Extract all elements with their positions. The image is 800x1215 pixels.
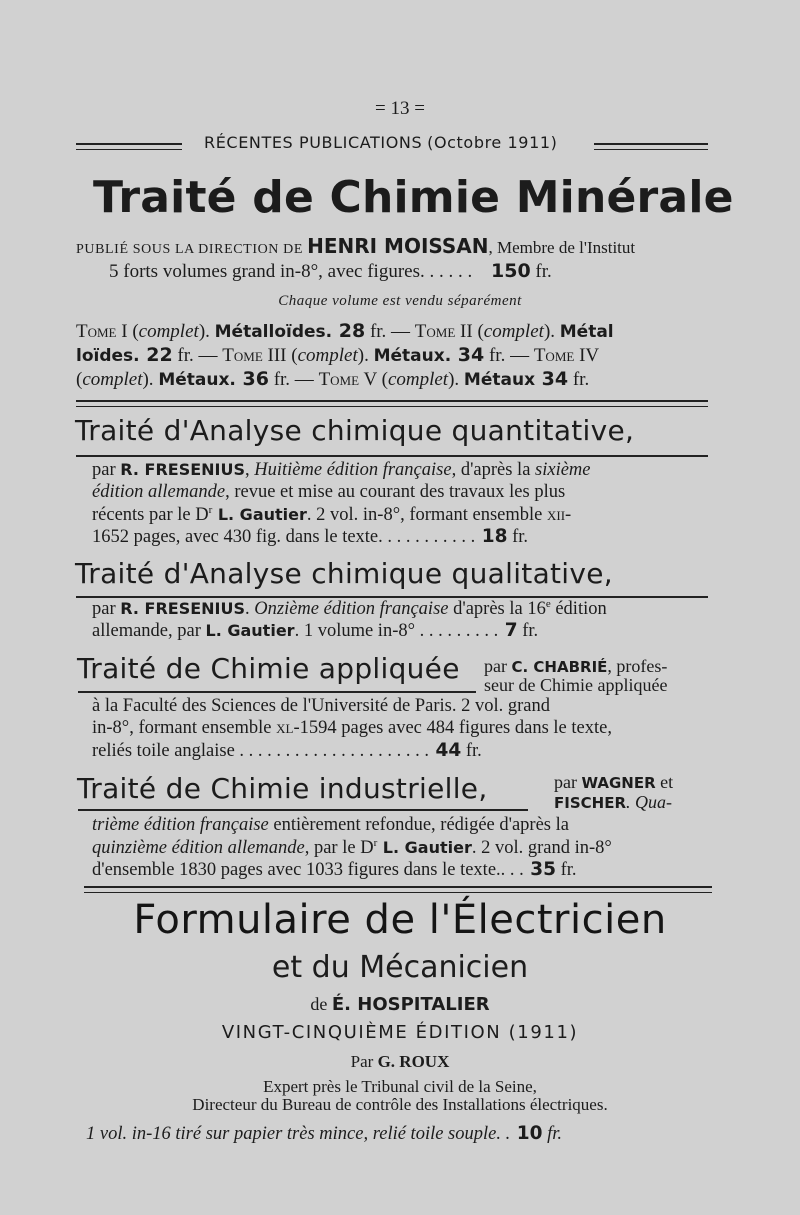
text: in-8°, formant ensemble [92,718,277,738]
text: fr. — [268,369,319,390]
text: fr. [555,860,577,880]
moissan-volumes-line-2 [76,344,599,367]
price: 28 [332,320,366,342]
text: complet [387,369,449,390]
header-date: (Octobre 1911) [427,133,558,152]
indus-side-1 [554,772,673,793]
text: complet [138,321,199,342]
quant-line-2 [92,482,565,503]
author: R. FRESENIUS [120,460,246,479]
text: Par [350,1052,378,1071]
appl-title: Traité de Chimie appliquée [77,652,460,685]
formulaire-subtitle: et du Mécanicien [271,950,529,985]
text: reliés toile anglaise . . . . . . . . . . . . . . . . . . . . . [92,741,430,761]
text: xii- [547,505,572,526]
quant-line-4 [92,526,528,548]
price: 10 [510,1123,543,1144]
moissan-author: HENRI MOISSAN [307,234,489,258]
author: É. HOSPITALIER [331,994,490,1015]
text: d'après la 16 [448,599,546,620]
text: Métal [559,322,614,342]
text: par [484,656,512,676]
author: G. ROUX [377,1052,450,1071]
text: xl [276,718,294,738]
text: fr. — [484,345,534,366]
indus-line-2 [92,837,612,859]
text: , d'après la [451,460,536,480]
text: allemande, par [92,621,206,641]
author: WAGNER [581,774,656,792]
text: complet [483,321,544,342]
text: 1 vol. in-16 tiré sur papier très mince, relié toile souple. . [86,1124,511,1144]
text: e [545,598,551,610]
moissan-membership: , Membre de l'Institut [488,238,636,257]
price: 35 [523,859,556,880]
moissan-published: PUBLIÉ SOUS LA DIRECTION DE [76,242,308,257]
tome-label: Tome [414,321,456,342]
author: R. FRESENIUS [120,599,246,619]
text: V ( [359,369,388,390]
price: 7 [498,620,518,641]
qual-line-1 [92,598,607,620]
text: fr. [461,741,482,761]
text: Huitième édition française [254,460,452,480]
text: par [92,599,121,620]
text: loïdes. [76,346,140,366]
author: L. Gautier [377,838,472,858]
quant-rule [76,455,708,457]
text: Métaux. [158,370,236,390]
tome-label: Tome [533,345,575,366]
price: 34 [451,344,485,366]
formulaire-role-1: Expert près le Tribunal civil de la Seine, [263,1077,537,1096]
text: . Qua- [626,792,672,812]
text: d'ensemble 1830 pages avec 1033 figures dans le texte.. . . [92,860,524,880]
qual-title: Traité d'Analyse chimique qualitative, [75,557,613,590]
text: ). [543,321,560,342]
text: sixième [535,460,591,480]
text: ). [198,321,215,342]
moissan-volumes-line-3 [76,368,589,391]
indus-title: Traité de Chimie industrielle, [77,772,488,805]
text: ( [76,369,83,390]
text: par [92,460,121,480]
text: r [373,837,378,849]
author: L. Gautier [205,621,295,640]
text: . 2 vol. grand in-8° [471,838,612,859]
quant-line-3 [92,504,571,526]
text: III ( [262,345,298,366]
text: Métaux. [373,346,452,366]
text: édition allemande [92,482,226,502]
moissan-format [109,260,552,283]
price: 34 [535,368,569,390]
text: fr. [517,621,539,641]
quant-title: Traité d'Analyse chimique quantitative, [75,414,635,447]
appl-line-1: à la Faculté des Sciences de l'Université de Paris. 2 vol. grand [92,696,550,716]
formulaire-title: Formulaire de l'Électricien [133,897,667,943]
header-title: RÉCENTES PUBLICATIONS [204,133,423,152]
appl-side-1 [484,656,667,677]
text: r [208,504,213,516]
indus-line-3 [92,859,577,881]
appl-side-2: seur de Chimie appliquée [484,675,668,695]
text: de [310,994,332,1014]
text: IV [574,345,600,366]
text: fr. [542,1124,562,1144]
page-number: = 13 = [375,98,425,119]
formulaire-role-2: Directeur du Bureau de contrôle des Installations électriques. [192,1095,608,1114]
quant-line-1 [92,460,591,481]
text: , [245,460,255,480]
text: trième édition française [92,815,269,835]
moissan-note: Chaque volume est vendu séparément [278,293,522,309]
text: complet [297,345,358,366]
text: fr. — [365,321,415,342]
appl-line-3 [92,740,482,762]
section-divider [76,400,708,407]
moissan-volumes-line-1 [76,320,614,343]
header-rule-right [594,143,708,150]
text: et [655,772,674,792]
tome-label: Tome [318,369,360,390]
formulaire-by [0,1052,800,1072]
moissan-currency: fr. [535,261,552,282]
text: , par le D [304,838,374,859]
moissan-editor [76,234,635,258]
text: ). [448,369,464,390]
price: 18 [475,526,508,547]
text: édition [550,599,607,620]
appl-rule [78,691,476,693]
indus-line-1 [92,815,569,836]
text: récents par le D [92,505,209,526]
tome-label: Tome [76,321,117,342]
text: entièrement refondue, rédigée d'après la [268,815,569,835]
text: , profes- [607,656,668,676]
text: 1652 pages, avec 430 fig. dans le texte. . . . . . . . . . . [92,527,476,547]
text: ). [142,369,159,390]
text: complet [82,369,143,390]
moissan-price: 150 [491,260,531,282]
formulaire-edition: VINGT-CINQUIÈME ÉDITION (1911) [221,1022,579,1043]
text: , revue et mise au courant des travaux les plus [225,482,566,502]
text: . 2 vol. in-8°, formant ensemble [306,505,548,526]
header [204,133,558,153]
text: fr. — [172,345,223,366]
qual-line-2 [92,620,538,642]
text: Métaux [463,370,536,390]
text: . [245,599,255,620]
price: 44 [429,740,462,761]
text: ). [357,345,374,366]
text: Onzième édition française [254,599,449,620]
text: I ( [116,321,139,342]
author: L. Gautier [212,505,307,525]
formulaire-price-line [86,1123,562,1145]
text: -1594 pages avec 484 figures dans le texte, [293,718,612,738]
author: C. CHABRIÉ [511,658,608,676]
price: 36 [235,368,269,390]
formulaire-author [0,994,800,1015]
indus-side-2 [554,792,672,813]
text: Métalloïdes. [214,322,333,342]
text: fr. [507,527,529,547]
author: FISCHER [554,794,626,812]
text: fr. [568,369,590,390]
appl-line-2 [92,718,612,739]
text: quinzième édition allemande [92,838,305,859]
moissan-title: Traité de Chimie Minérale [93,172,734,223]
text: . 1 volume in-8° . . . . . . . . . [294,621,499,641]
indus-rule [78,809,528,811]
text: II ( [455,321,484,342]
text: par [554,772,582,792]
header-rule-left [76,143,182,150]
moissan-format-text: 5 forts volumes grand in-8°, avec figures. . . . . . [109,261,473,282]
tome-label: Tome [222,345,263,366]
price: 22 [139,344,173,366]
section-divider [84,886,712,893]
